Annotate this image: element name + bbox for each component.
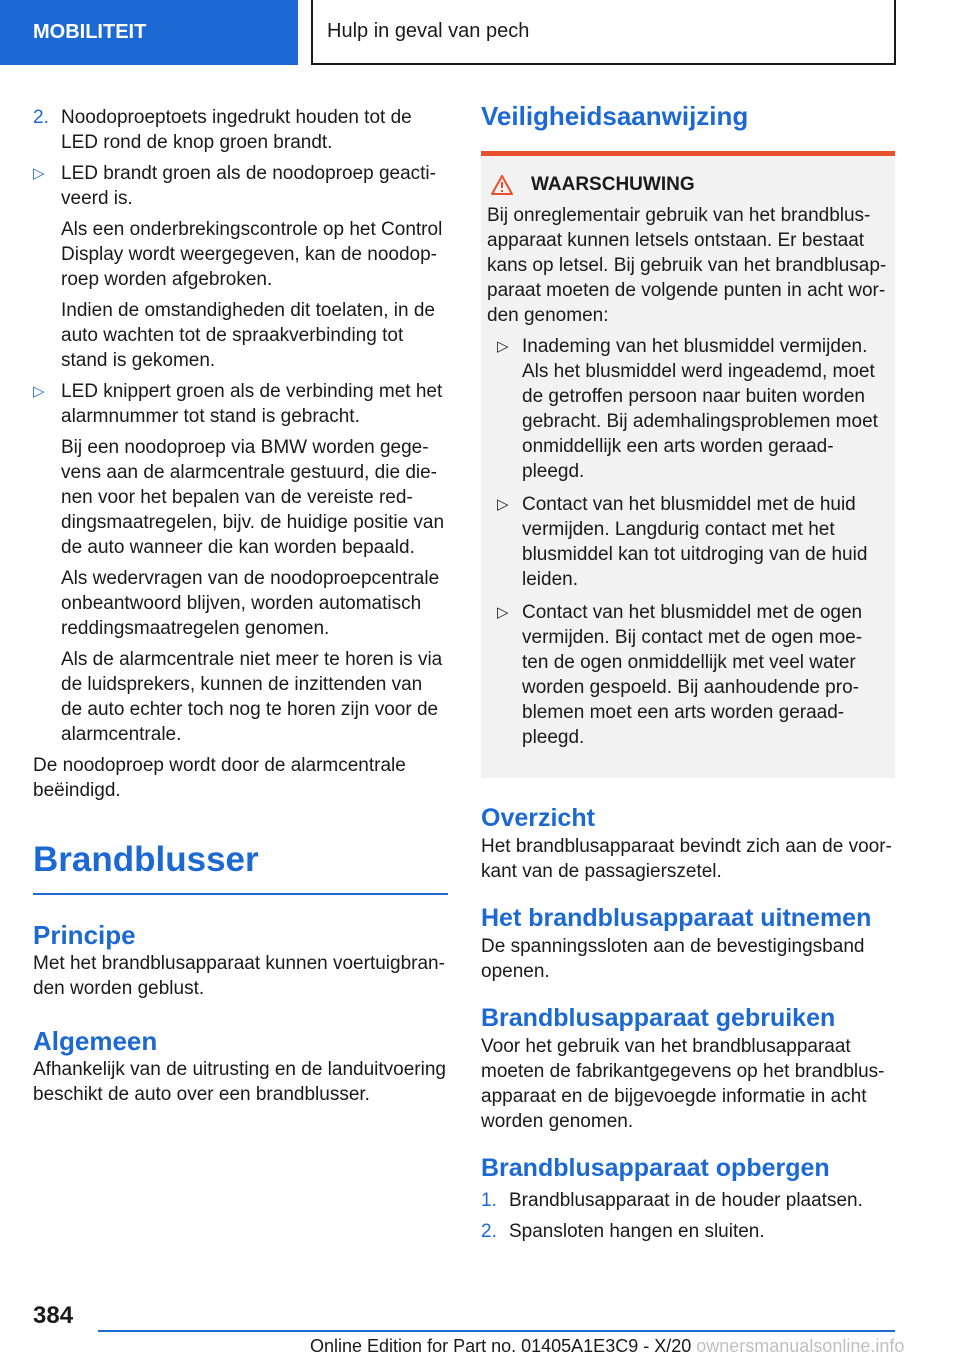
paragraph: Als een onderbrekingscontrole op het Control Display wordt weergegeven, kan de noodop‐ roep worden afgebroken. [61,219,443,290]
section-tab [0,0,298,65]
triangle-bullet-icon: ▷ [497,338,509,355]
section-heading-safety: Veiligheidsaanwijzing [481,101,749,131]
closing-paragraph: De noodoproep wordt door de alarmcentrale beëindigd. [33,755,406,801]
step-number: 1. [481,1190,497,1211]
right-column [481,100,895,1250]
paragraph: Als de alarmcentrale niet meer te horen is via de luidsprekers, kunnen de inzittenden van de auto echter toch nog te horen zijn voor de alarmcentrale. [61,649,443,745]
warning-label: WAARSCHUWING [531,174,695,195]
warning-header [487,172,889,197]
chapter-title: Hulp in geval van pech [327,20,530,42]
step-text: Brandblusapparaat in de houder plaatsen. [509,1190,863,1211]
step-number: 2. [33,107,49,128]
section-heading-overzicht: Overzicht [481,804,595,832]
warning-item [487,600,889,750]
bullet-led-green [33,161,448,211]
warning-box [481,151,895,778]
bullet-text: LED brandt groen als de noodoproep geacti‐ veerd is. [61,163,436,209]
paragraph: De spanningssloten aan de bevestigingsband openen. [481,936,865,982]
triangle-bullet-icon: ▷ [33,383,45,400]
step-text: Spansloten hangen en sluiten. [509,1221,765,1242]
left-column [33,105,448,1107]
triangle-bullet-icon: ▷ [497,604,509,621]
footer-edition [310,1336,904,1357]
section-heading-principe: Principe [33,920,136,950]
triangle-bullet-icon: ▷ [33,165,45,182]
triangle-bullet-icon: ▷ [497,496,509,513]
watermark: ownersmanualsonline.info [696,1336,905,1356]
paragraph: Het brandblusapparaat bevindt zich aan de voor‐ kant van de passagierszetel. [481,836,892,882]
step-number: 2. [481,1221,497,1242]
step-2 [481,1219,895,1244]
warning-intro: Bij onreglementair gebruik van het brandblus‐ apparaat kunnen letsels ontstaan. Er bestaat kans op letsel. Bij gebruik van het brandblusap‐ paraat moeten de volgende punten in acht wor‐ den genomen: [487,205,887,326]
paragraph: Afhankelijk van de uitrusting en de landuitvoering beschikt de auto over een brandblusser. [33,1059,446,1105]
warning-item-text: Contact van het blusmiddel met de ogen vermijden. Bij contact met de ogen moe‐ ten de ogen onmiddellijk met veel water worden gespoeld. Bij aanhoudende pro‐ blemen moet een arts worden geraad‐ pleegd. [522,602,863,748]
paragraph: Indien de omstandigheden dit toelaten, in de auto wachten tot de spraakverbinding tot stand is gekomen. [61,300,435,371]
page-number: 384 [33,1302,74,1329]
step-2 [33,105,448,155]
warning-triangle-icon [491,175,513,195]
warning-item-text: Contact van het blusmiddel met de huid vermijden. Langdurig contact met het blusmiddel kan tot uitdroging van de huid leiden. [522,494,868,590]
chapter-tab [311,0,896,65]
edition-text: Online Edition for Part no. 01405A1E3C9 - X/20 [310,1336,692,1356]
paragraph: Voor het gebruik van het brandblusapparaat moeten de fabrikantgegevens op het brandblus‐ apparaat en de bijgevoegde informatie in acht worden genomen. [481,1036,885,1132]
step-1 [481,1188,895,1213]
step-text: Noodoproeptoets ingedrukt houden tot de LED rond de knop groen brandt. [61,107,412,153]
footer-divider [98,1330,895,1332]
warning-item [487,334,889,484]
paragraph: Met het brandblusapparaat kunnen voertuigbran‐ den worden geblust. [33,953,445,999]
section-heading-algemeen: Algemeen [33,1026,158,1056]
bullet-led-blink [33,379,448,429]
section-heading-opbergen: Brandblusapparaat opbergen [481,1154,830,1182]
section-heading-gebruiken: Brandblusapparaat gebruiken [481,1004,836,1032]
section-heading-uitnemen: Het brandblusapparaat uitnemen [481,904,872,932]
paragraph: Bij een noodoproep via BMW worden gege‐ vens aan de alarmcentrale gestuurd, die die‐ nen voor het bepalen van de vereiste red‐ dingsmaatregelen, bijv. de huidige positie van de auto wanneer die kan worden bepaald. [61,437,445,558]
section-title: MOBILITEIT [33,21,147,43]
paragraph: Als wedervragen van de noodoproepcentrale onbeantwoord blijven, worden automatisch reddingsmaatregelen genomen. [61,568,440,639]
chapter-heading: Brandblusser [33,839,448,895]
bullet-text: LED knippert groen als de verbinding met het alarmnummer tot stand is gebracht. [61,381,443,427]
warning-item [487,492,889,592]
warning-item-text: Inademing van het blusmiddel vermijden. Als het blusmiddel werd ingeademd, moet de getroffen persoon naar buiten worden gebracht. Bij ademhalingsproblemen moet onmiddellijk een arts worden geraad‐ pleegd. [522,336,878,482]
